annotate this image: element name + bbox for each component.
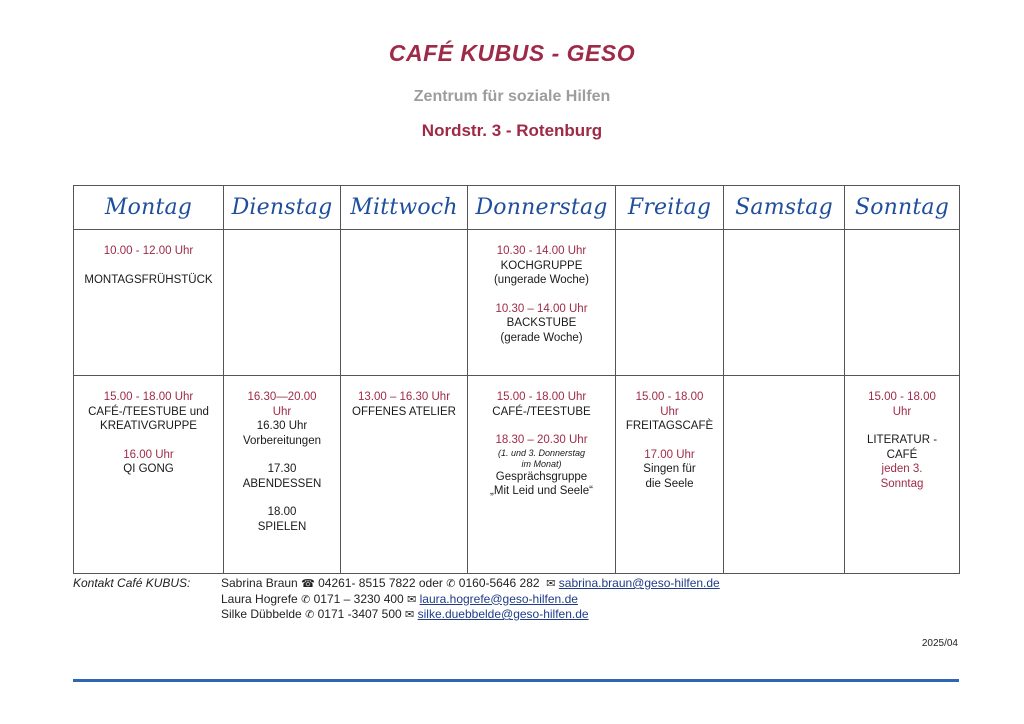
time-label: 15.00 - 18.00 [635,391,704,403]
activity-label: KOCHGRUPPE [500,259,583,272]
day-header-dienstag: Dienstag [224,186,341,230]
morning-row [74,230,960,376]
activity-label: KREATIVGRUPPE [100,420,197,432]
contact-email-link[interactable]: sabrina.braun@geso-hilfen.de [558,576,720,590]
activity-note: im Monat) [521,458,562,469]
cell-samstag-morning [724,230,845,376]
cell-montag-afternoon [74,376,224,574]
activity-label: CAFÉ-/TEESTUBE [492,405,591,418]
activity-label: FREITAGSCAFÈ [625,420,714,432]
envelope-icon: ✉ [405,608,415,621]
time-label: Uhr [892,405,912,418]
cell-freitag-afternoon [616,376,724,574]
afternoon-row [74,376,960,574]
contact-label: Kontakt Café KUBUS: [73,576,191,590]
contact-name: Sabrina Braun [221,576,298,590]
activity-label: Vorbereitungen [242,434,321,447]
activity-note: (1. und 3. Donnerstag [497,447,586,458]
contact-email-link[interactable]: silke.duebbelde@geso-hilfen.de [417,607,589,621]
time-label: 17.30 [267,463,297,475]
mobile-phone-icon: ✆ [446,577,456,590]
cell-sonntag-afternoon [845,376,960,574]
day-header-montag: Montag [74,186,224,230]
envelope-icon: ✉ [546,577,556,590]
activity-label: die Seele [645,477,694,490]
cell-montag-morning [74,230,224,376]
contact-name: Laura Hogrefe [221,591,298,606]
contact-row-sabrina-braun [221,576,720,592]
frequency-label: Sonntag [880,477,924,490]
time-label: 15.00 - 18.00 Uhr [103,391,194,403]
contact-list [221,576,720,623]
contact-row-silke-duebbelde [221,607,720,623]
day-header-sonntag: Sonntag [845,186,960,230]
frequency-label: jeden 3. [881,463,923,475]
activity-label: Gesprächsgruppe [495,470,588,483]
activity-label: OFFENES ATELIER [352,405,456,418]
time-label: 18.00 [267,506,297,518]
document-version: 2025/04 [921,638,958,649]
activity-label: LITERATUR - [866,434,938,446]
time-label: 10.30 – 14.00 Uhr [495,302,588,315]
cell-dienstag-afternoon [224,376,341,574]
contact-email-link[interactable]: laura.hogrefe@geso-hilfen.de [419,591,578,606]
contact-mobile: 0160-5646 282 [458,576,540,590]
time-label: 17.00 Uhr [644,448,695,461]
cell-dienstag-morning [224,230,341,376]
weekly-schedule-table [73,185,960,574]
day-header-donnerstag: Donnerstag [468,186,616,230]
cell-sonntag-morning [845,230,960,376]
mobile-phone-icon: ✆ [301,592,311,606]
activity-label: ABENDESSEN [242,477,322,490]
time-label: 16.30 Uhr [256,420,308,432]
mobile-phone-icon: ✆ [305,608,315,621]
time-label: Uhr [272,405,292,418]
cell-samstag-afternoon [724,376,845,574]
time-label: 16.30—20.00 [247,391,317,403]
cell-mittwoch-morning [341,230,468,376]
day-header-samstag: Samstag [724,186,845,230]
cell-donnerstag-afternoon [468,376,616,574]
time-label: 15.00 - 18.00 [868,391,936,403]
page-subtitle: Zentrum für soziale Hilfen [413,88,611,105]
cell-mittwoch-afternoon [341,376,468,574]
activity-label: MONTAGSFRÜHSTÜCK [84,273,213,286]
day-header-mittwoch: Mittwoch [341,186,468,230]
activity-label: BACKSTUBE [506,317,577,329]
address: Nordstr. 3 - Rotenburg [421,121,603,140]
time-label: 15.00 - 18.00 Uhr [496,391,587,403]
time-label: 16.00 Uhr [123,448,174,461]
activity-label: Singen für [643,463,696,475]
activity-label: CAFÉ-/TEESTUBE und [88,405,209,418]
day-header-row [74,186,960,230]
time-label: 10.30 - 14.00 Uhr [496,245,587,257]
time-label: 10.00 - 12.00 Uhr [103,245,194,257]
telephone-icon: ☎ [301,577,315,590]
day-header-freitag: Freitag [616,186,724,230]
contact-mobile: 0171 -3407 500 [317,607,402,621]
footer-rule [73,679,959,682]
activity-label: SPIELEN [257,520,307,533]
contact-name: Silke Dübbelde [221,607,302,621]
page-title: CAFÉ KUBUS - GESO [388,40,636,66]
time-label: 18.30 – 20.30 Uhr [495,434,588,446]
cell-donnerstag-morning [468,230,616,376]
activity-label: „Mit Leid und Seele“ [490,485,593,497]
time-label: 13.00 – 16.30 Uhr [357,391,451,403]
time-label: Uhr [660,405,679,418]
activity-note: (gerade Woche) [500,331,583,344]
activity-label: CAFÉ [886,448,918,461]
cell-freitag-morning [616,230,724,376]
contact-mobile: 0171 – 3230 400 [313,591,404,606]
activity-note: (ungerade Woche) [493,274,590,286]
activity-label: QI GONG [123,463,174,475]
contact-row-laura-hogrefe [221,592,720,608]
contact-phone: 04261- 8515 7822 oder [318,576,443,590]
envelope-icon: ✉ [407,592,417,606]
